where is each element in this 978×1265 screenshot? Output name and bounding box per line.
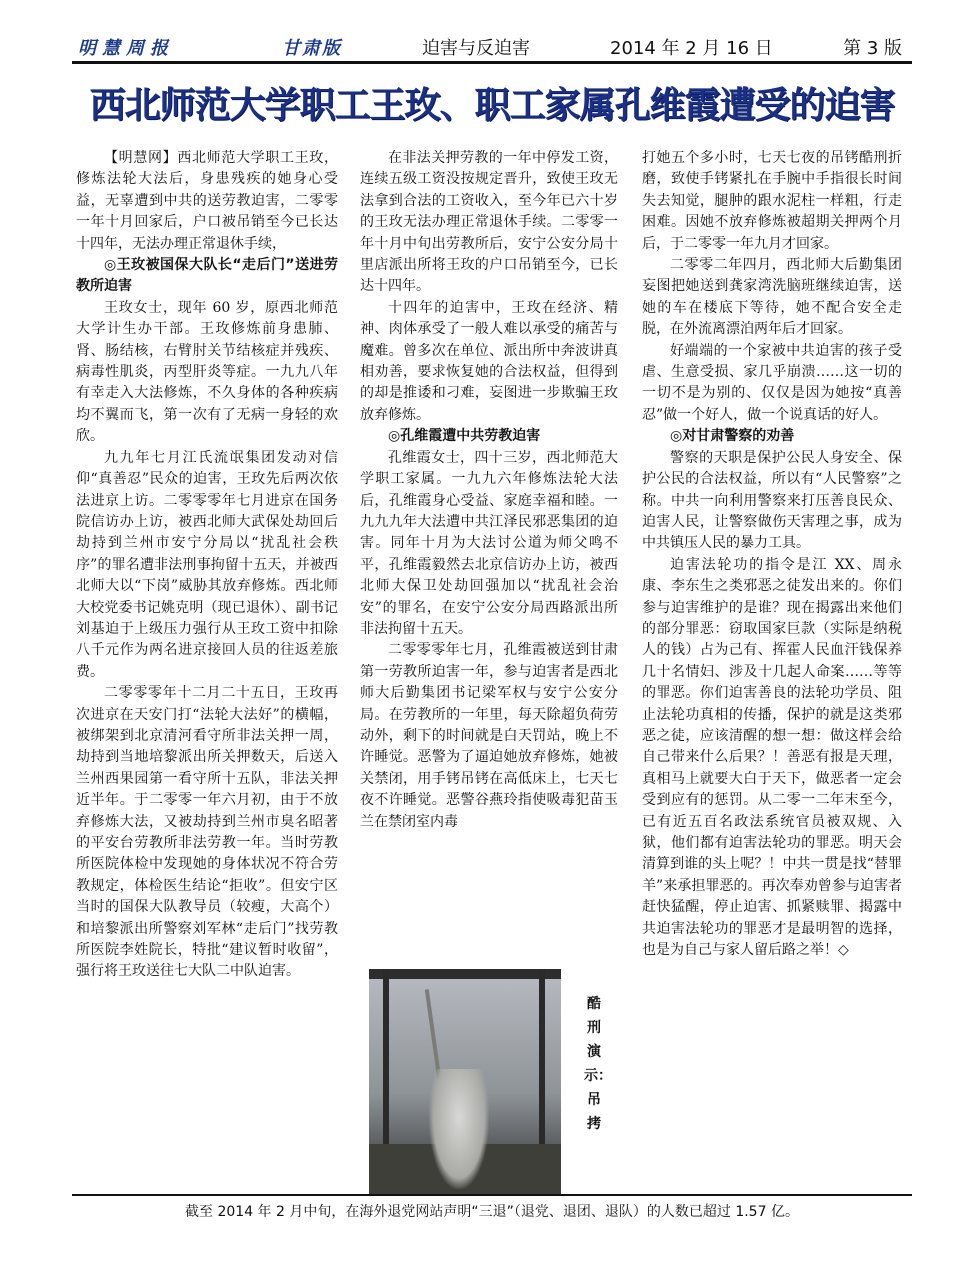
- article-column-1: [76, 148, 338, 983]
- photo-bed-frame: [369, 969, 561, 979]
- masthead: [72, 30, 912, 60]
- paragraph: 十四年的迫害中，王玫在经济、精神、肉体承受了一般人难以承受的痛苦与魔难。曾多次在单位、派出所中奔波讲真相劝善，要求恢复她的合法权益，但得到的却是推诿和刁难，妄图进一步欺骗王玫放弃修炼。: [360, 299, 618, 423]
- paragraph: 二零零二年四月，西北师大后勤集团妄图把她送到龚家湾洗脑班继续迫害，送她的车在楼底下等待，她不配合安全走脱，在外流离漂泊两年后才回家。: [642, 257, 902, 338]
- paragraph: 迫害法轮功的指令是江 XX、周永康、李东生之类邪恶之徒发出来的。你们参与迫害维护的是谁？现在揭露出来他们的部分罪恶：窃取国家巨款（实际是纳税人的钱）占为己有、挥霍人民血汗钱保养几十名情妇、涉及十几起人命案……等等的罪恶。你们迫害善良的法轮功学员、阻止法轮功真相的传播，保护的就是这类邪恶之徒，应该清醒的想一想：做这样会给自己带来什么后果？！善恶有报是天理，真相马上就要大白于天下，做恶者一定会受到应有的惩罚。从二零一二年末至今，已有近五百名政法系统官员被双规、入狱，他们都有迫害法轮功的罪恶。明天会清算到谁的头上呢？！中共一贯是找“替罪羊”来承担罪恶的。再次奉劝曾参与迫害者赶快猛醒，停止迫害、抓紧赎罪、揭露中共迫害法轮功的罪恶才是最明智的选择，也是为自己与家人留后路之举！◇: [642, 556, 902, 959]
- photo-caption: 酷刑演示：吊拷: [584, 996, 612, 1132]
- bottom-rule: [72, 1194, 912, 1196]
- paragraph: 打她五个多小时，七天七夜的吊铐酷刑折磨，致使手铐紧扎在手腕中手指很长时间失去知觉，腿肿的跟水泥柱一样粗，行走困难。因她不放弃修炼被超期关押两个月后，于二零零一年九月才回家。: [642, 150, 902, 252]
- photo-raised-arm: [425, 989, 441, 1079]
- section-heading: ◎孔维霞遭中共劳教迫害: [388, 428, 541, 445]
- headline: 西北师范大学职工王玫、职工家属孔维霞遭受的迫害: [89, 85, 895, 126]
- section-heading: ◎对甘肃警察的劝善: [670, 428, 795, 445]
- issue-date: 2014 年 2 月 16 日: [610, 38, 773, 59]
- footer-notice: 截至 2014 年 2 月中旬，在海外退党网站声明“三退”（退党、退团、退队）的人数已超过 1.57 亿。: [185, 1204, 799, 1220]
- article-column-2: [360, 148, 618, 833]
- paragraph: 二零零零年七月，孔维霞被送到甘肃第一劳教所迫害一年，参与迫害者是西北师大后勤集团书记梁军权与安宁公安分局。在劳教所的一年里，每天除超负荷劳动外，剩下的时间就是白天罚站，晚上不许睡觉。恶警为了逼迫她放弃修炼，她被关禁闭，用手铐吊铐在高低床上，七天七夜不许睡觉。恶警谷燕玲指使吸毒犯苗玉兰在禁闭室内毒: [360, 642, 618, 830]
- page-number: 第 3 版: [843, 38, 902, 59]
- article-column-3: [642, 148, 902, 961]
- paragraph: 九九年七月江氏流氓集团发动对信仰“真善忍”民众的迫害，王玫先后两次依法进京上访。二零零零年七月进京在国务院信访办上访，被西北师大武保处劫回后劫持到兰州市安宁分局以“扰乱社会秩序”的罪名遭非法刑事拘留十五天，并被西北师大以“下岗”威胁其放弃修炼。西北师大校党委书记姚克明（现已退休）、副书记刘基迫于上级压力强行从王玫工资中扣除八千元作为两名进京接回人员的往返差旅费。: [76, 449, 338, 680]
- edition-label: 甘肃版: [282, 38, 342, 59]
- paragraph: 好端端的一个家被中共迫害的孩子受虐、生意受损、家几乎崩溃……这一切的一切不是为别的、仅仅是因为她按“真善忍”做一个好人，做一个说真话的好人。: [642, 342, 902, 423]
- paragraph: 在非法关押劳教的一年中停发工资，连续五级工资没按规定晋升，致使王玫无法拿到合法的工资收入，至今年已六十岁的王玫无法办理正常退休手续。二零零一年十月中旬出劳教所后，安宁公安分局十里店派出所将王玫的户口吊销至今，已长达十四年。: [360, 150, 618, 295]
- section-heading: ◎王玫被国保大队长“走后门”送进劳教所迫害: [76, 257, 338, 295]
- paragraph: 孔维霞女士，四十三岁，西北师范大学职工家属。一九九六年修炼法轮大法后，孔维霞身心受益、家庭幸福和睦。一九九九年大法遭中共江泽民邪恶集团的迫害。同年十月为大法讨公道为师父鸣不平，孔维霞毅然去北京信访办上访，被西北师大保卫处劫回强加以“扰乱社会治安”的罪名，在安宁公安分局西路派出所非法拘留十五天。: [360, 449, 618, 637]
- torture-demonstration-photo: [369, 969, 561, 1194]
- photo-figure: [429, 1069, 489, 1189]
- newspaper-brand: 明慧周报: [78, 38, 174, 59]
- top-rule: [72, 61, 912, 64]
- paragraph: 【明慧网】西北师范大学职工王玫，修炼法轮大法后，身患残疾的她身心受益，无辜遭到中共的送劳教迫害，二零零一年十月回家后，户口被吊销至今已长达十四年，无法办理正常退休手续，: [76, 150, 338, 252]
- paragraph: 二零零零年十二月二十五日，王玫再次进京在天安门打“法轮大法好”的横幅，被绑架到北京清河看守所非法关押一周，劫持到当地培黎派出所关押数天，后送入兰州西果园第一看守所十五队，非法关押近半年。于二零零一年六月初，由于不放弃修炼大法，又被劫持到兰州市臭名昭著的平安台劳教所非法劳教一年。当时劳教所医院体检中发现她的身体状况不符合劳教规定，体检医生结论“拒收”。但安宁区当时的国保大队教导员（较瘦，大高个）和培黎派出所警察刘军林“走后门”找劳教所医院李姓院长，特批“建议暂时收留”，强行将王玫送往七大队二中队迫害。: [76, 685, 338, 980]
- section-label: 迫害与反迫害: [422, 38, 530, 59]
- paragraph: 警察的天职是保护公民人身安全、保护公民的合法权益，所以有“人民警察”之称。中共一向利用警察来打压善良民众、迫害人民，让警察做伤天害理之事，成为中共镇压人民的暴力工具。: [642, 449, 902, 552]
- paragraph: 王玫女士，现年 60 岁，原西北师范大学计生办干部。王玫修炼前身患肺、肾、肠结核，右臂肘关节结核症并残疾、病毒性肌炎，丙型肝炎等症。一九九八年有幸走入大法修炼，不久身体的各种疾病均不翼而飞，第一次有了无病一身轻的欢欣。: [76, 299, 338, 445]
